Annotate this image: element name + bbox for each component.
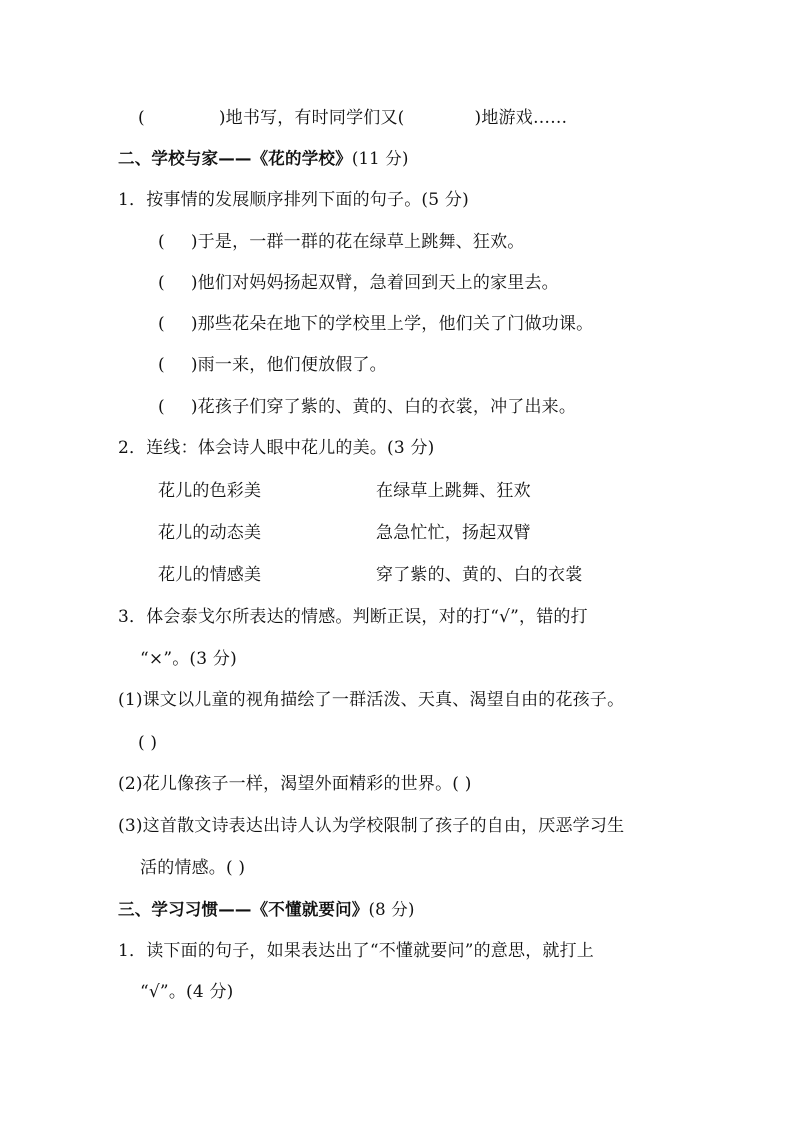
- s3-q1-line-1: 1．读下面的句子，如果表达出了“不懂就要问”的意思，就打上: [118, 941, 594, 961]
- q3-stem-line-2: “×”。(3 分): [140, 649, 237, 669]
- q2-left-3[interactable]: 花儿的情感美: [158, 565, 262, 585]
- blank-open-paren: (: [138, 108, 145, 128]
- q3-item-2[interactable]: (2)花儿像孩子一样，渴望外面精彩的世界。( ): [118, 774, 472, 794]
- q1-item-4: [158, 355, 387, 375]
- section-2-score: (11 分): [351, 149, 409, 168]
- section-3-heading: [118, 900, 415, 920]
- q3-item-3-line-1: (3)这首散文诗表达出诗人认为学校限制了孩子的自由，厌恶学习生: [118, 816, 625, 836]
- section-2-title: 二、学校与家——《花的学校》: [118, 149, 352, 168]
- q1-item-text: )于是，一群一群的花在绿草上跳舞、狂欢。: [190, 232, 525, 252]
- q1-item-5: [158, 397, 576, 417]
- q2-stem: 2．连线：体会诗人眼中花儿的美。(3 分): [118, 438, 435, 458]
- section-3-title: 三、学习习惯——《不懂就要问》: [118, 900, 369, 919]
- q2-right-3[interactable]: 穿了紫的、黄的、白的衣裳: [376, 565, 583, 585]
- q3-item-1-line-1: (1)课文以儿童的视角描绘了一群活泼、天真、渴望自由的花孩子。: [118, 690, 625, 710]
- q2-right-2[interactable]: 急急忙忙，扬起双臂: [376, 523, 531, 543]
- fill-blank-text-2: )地游戏……: [474, 108, 568, 128]
- q3-item-1-answer[interactable]: ( ): [138, 733, 158, 753]
- q1-item-1: [158, 232, 524, 252]
- q2-left-1[interactable]: 花儿的色彩美: [158, 481, 262, 501]
- answer-paren[interactable]: (: [158, 273, 165, 293]
- fill-blank-text-1: )地书写，有时同学们又(: [218, 108, 405, 128]
- q1-item-text: )花孩子们穿了紫的、黄的、白的衣裳，冲了出来。: [190, 397, 577, 417]
- q1-item-text: )他们对妈妈扬起双臂，急着回到天上的家里去。: [190, 273, 559, 293]
- answer-paren[interactable]: (: [158, 355, 165, 375]
- section-2-heading: [118, 149, 409, 169]
- fill-blank-line: [138, 108, 567, 128]
- answer-paren[interactable]: (: [158, 397, 165, 417]
- q2-right-1[interactable]: 在绿草上跳舞、狂欢: [376, 481, 531, 501]
- q2-left-2[interactable]: 花儿的动态美: [158, 523, 262, 543]
- s3-q1-line-2: “√”。(4 分): [140, 982, 234, 1002]
- q1-item-2: [158, 273, 559, 293]
- q3-stem-line-1: 3．体会泰戈尔所表达的情感。判断正误，对的打“√”，错的打: [118, 607, 588, 627]
- section-3-score: (8 分): [368, 900, 415, 919]
- q1-stem: 1．按事情的发展顺序排列下面的句子。(5 分): [118, 190, 469, 210]
- q1-item-text: )雨一来，他们便放假了。: [190, 355, 387, 375]
- answer-paren[interactable]: (: [158, 232, 165, 252]
- answer-paren[interactable]: (: [158, 314, 165, 334]
- q1-item-text: )那些花朵在地下的学校里上学，他们关了门做功课。: [190, 314, 594, 334]
- q3-item-3-line-2[interactable]: 活的情感。( ): [140, 858, 246, 878]
- q1-item-3: [158, 314, 593, 334]
